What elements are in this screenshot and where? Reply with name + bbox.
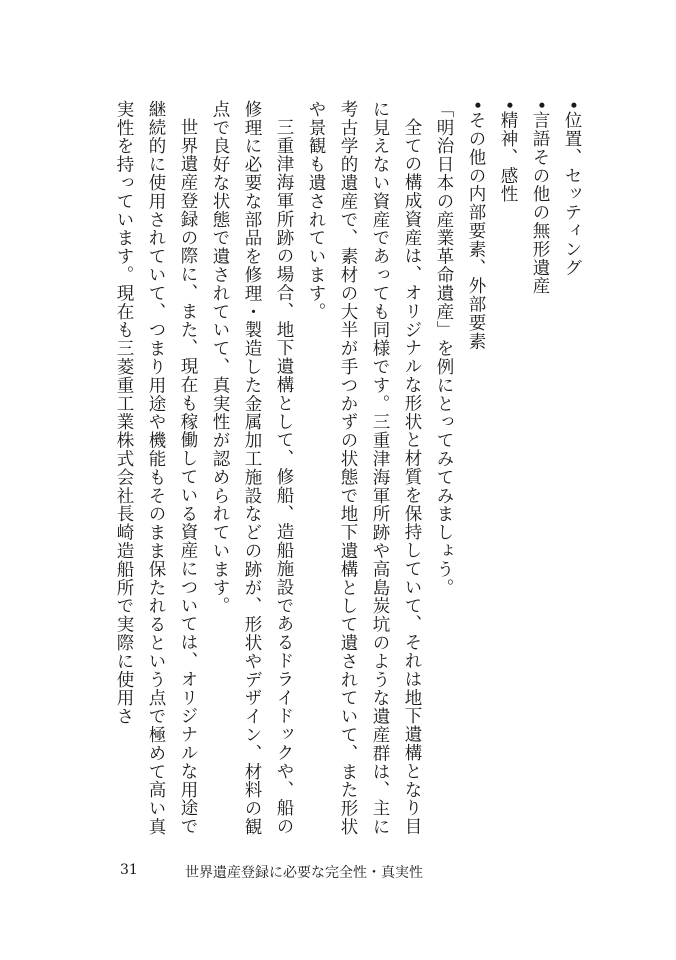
vertical-text-body (78, 100, 588, 840)
page-number: 31 (120, 862, 138, 878)
paragraph: 三重津海軍所跡の場合、地下遺構として、修船、造船施設であるドライドックや、船の修理に必要な部品を修理・製造した金属加工施設などの跡が、形状やデザイン、材料の観点で良好な状態で遺されていて、真実性が認められています。 (210, 100, 294, 836)
bullet-item: •その他の内部要素、外部要素 (466, 100, 486, 351)
bullet-item: •言語その他の無形遺産 (530, 100, 550, 296)
bullet-item: •位置、セッティング (562, 100, 582, 277)
bullet-item: •精神、感性 (498, 100, 518, 204)
paragraph: 世界遺産登録の際に、また、現在も稼働している資産については、オリジナルな用途で継続的に使用されていて、つまり用途や機能もそのまま保たれるという点で極めて高い真実性を持っています。現在も三菱重工業株式会社長崎造船所で実際に使用さ (114, 100, 198, 836)
paragraph: 「明治日本の産業革命遺産」を例にとってみてみましょう。 (434, 100, 454, 597)
paragraph: 全ての構成資産は、オリジナルな形状と材質を保持していて、それは地下遺構となり目に見えない資産であっても同様です。三重津海軍所跡や高島炭坑のような遺産群は、主に考古学的遺産で、素材の大半が手つかずの状態で地下遺構として遺されていて、また形状や景観も遺されています。 (306, 100, 422, 836)
page-footer (0, 862, 676, 886)
running-head: 世界遺産登録に必要な完全性・真実性 (185, 865, 423, 881)
